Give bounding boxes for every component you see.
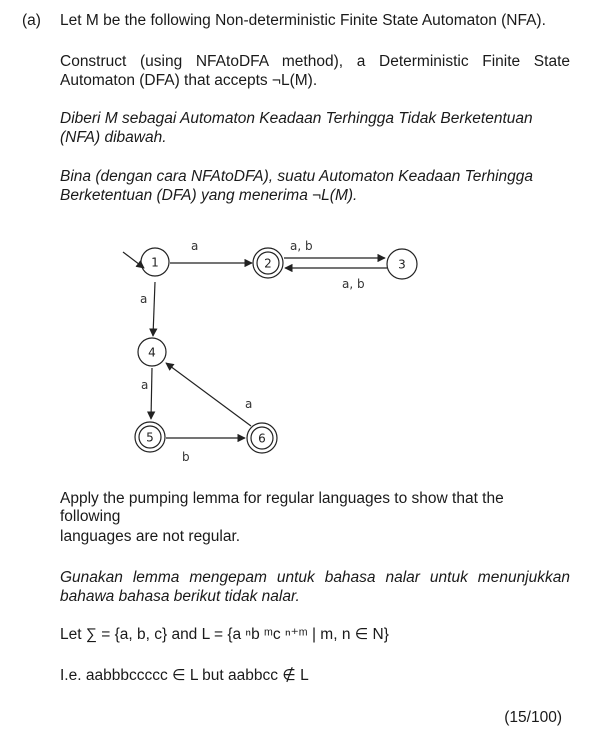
question-label: (a) — [22, 12, 41, 29]
state-1 — [141, 248, 169, 276]
transition-1-4-label: a — [140, 292, 148, 306]
nfa-diagram — [0, 225, 607, 470]
pumping-instruction-en-line2: following — [60, 508, 121, 525]
state-6 — [247, 423, 277, 453]
transition-5-6-label: b — [182, 450, 190, 464]
transition-4-5 — [151, 368, 152, 419]
transition-4-5-label: a — [141, 378, 149, 392]
instruction-construct-ms: Bina (dengan cara NFAtoDFA), suatu Automaton Keadaan Terhingga Berketentuan (DFA) yang menerima ¬L(M). — [60, 168, 534, 204]
transition-1-4 — [153, 282, 155, 336]
pumping-instruction-ms: Gunakan lemma mengepam untuk bahasa nalar untuk menunjukkan bahawa bahasa berikut tidak nalar. — [60, 569, 570, 605]
instruction-nfa-ms: Diberi M sebagai Automaton Keadaan Terhingga Tidak Berketentuan (NFA) dibawah. — [60, 110, 533, 146]
language-example: I.e. aabbbccccc ∈ L but aabbcc ∉ L — [60, 667, 309, 684]
state-4 — [138, 338, 166, 366]
transition-6-4 — [166, 363, 251, 426]
state-2 — [253, 248, 283, 278]
state-5 — [135, 422, 165, 452]
state-3 — [387, 249, 417, 279]
transition-1-2-label: a — [191, 239, 199, 253]
instruction-construct-en: Construct (using NFAtoDFA method), a Deterministic Finite State Automaton (DFA) that accepts ¬L(M). — [60, 53, 570, 89]
state-1-label: 1 — [151, 255, 159, 270]
state-4-label: 4 — [148, 345, 156, 360]
transition-3-2-label: a, b — [342, 277, 365, 291]
transition-2-3-label: a, b — [290, 239, 313, 253]
instruction-nfa-en: Let M be the following Non-deterministic Finite State Automaton (NFA). — [60, 12, 546, 29]
pumping-instruction-en-line1: Apply the pumping lemma for regular languages to show that the — [60, 490, 504, 507]
state-3-label: 3 — [398, 257, 406, 272]
state-6-label: 6 — [258, 431, 266, 446]
state-5-label: 5 — [146, 430, 154, 445]
transition-6-4-label: a — [245, 397, 253, 411]
pumping-instruction-en-line3: languages are not regular. — [60, 528, 241, 545]
marks-score: (15/100) — [504, 709, 562, 726]
language-definition: Let ∑ = {a, b, c} and L = {a ⁿb ᵐc ⁿ⁺ᵐ | m, n ∈ N} — [60, 626, 389, 643]
state-2-label: 2 — [264, 256, 272, 271]
